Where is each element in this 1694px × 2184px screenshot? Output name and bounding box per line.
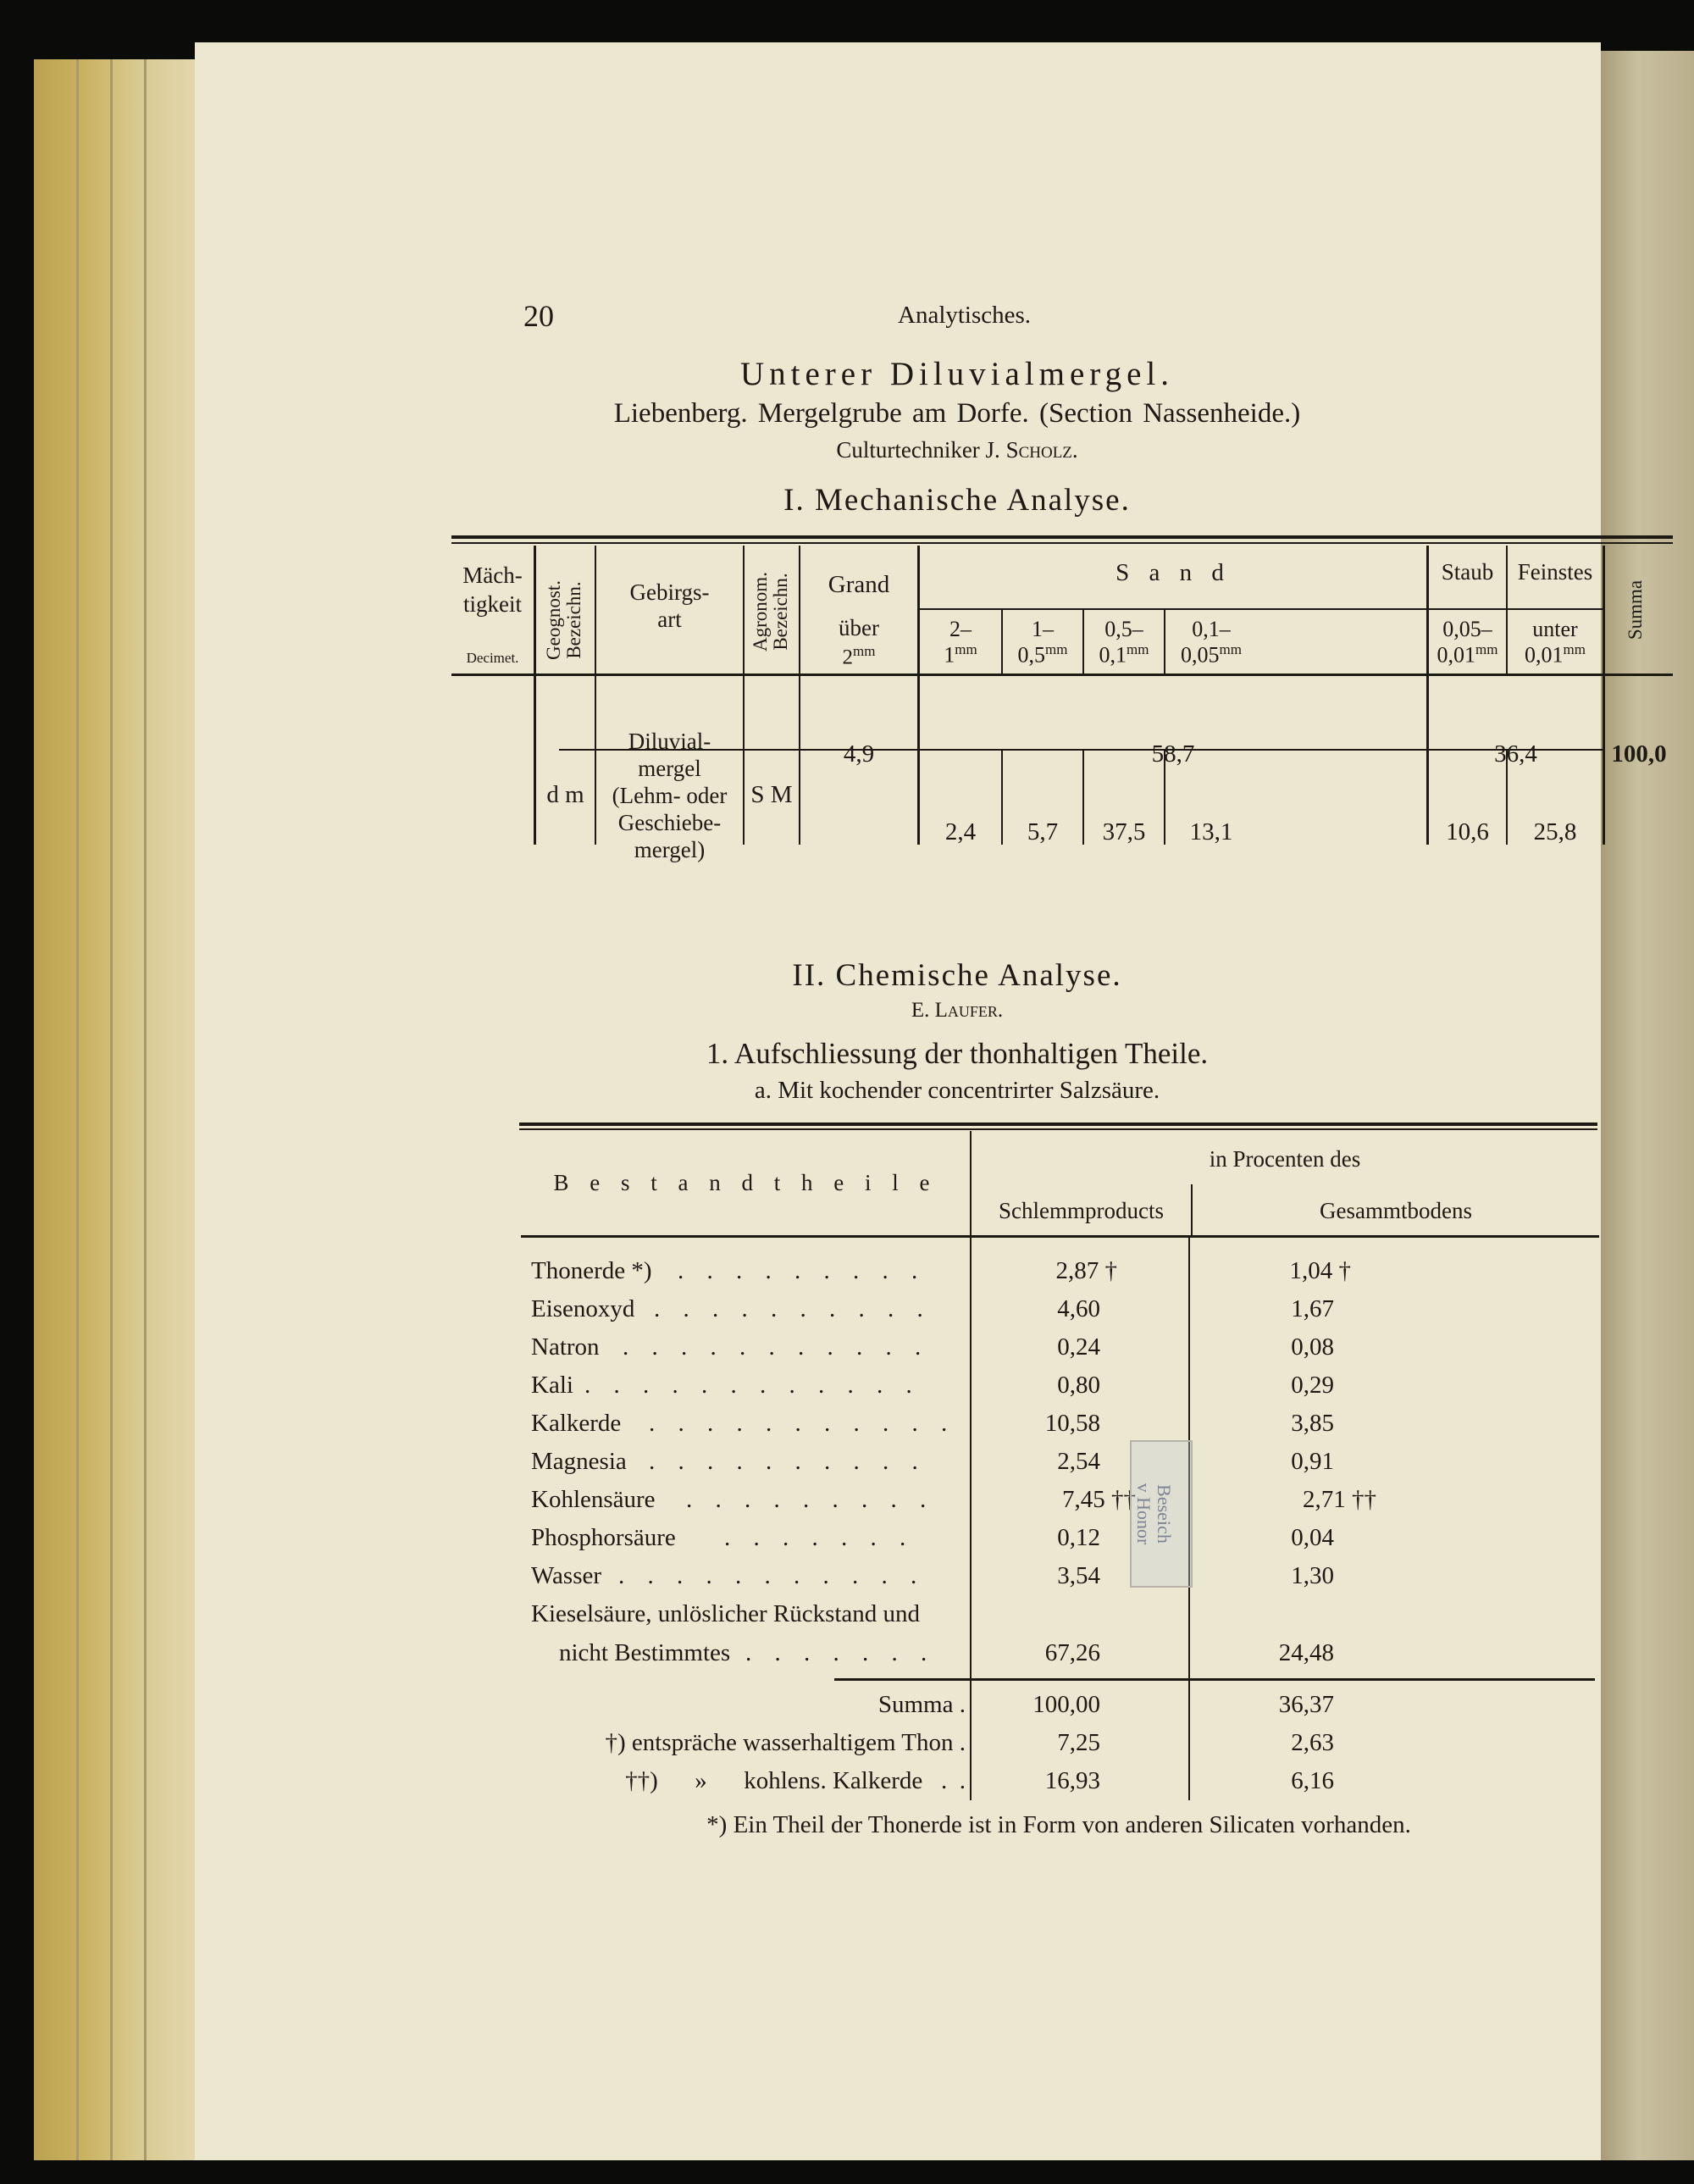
sand-col-bottom bbox=[1003, 642, 1082, 667]
sand-col-top: 0,5– bbox=[1104, 617, 1143, 641]
sand-col-top: 0,1– bbox=[1192, 617, 1231, 641]
header-agronom-line: Agronom. bbox=[750, 572, 771, 651]
stamp-line: v Honor bbox=[1133, 1483, 1154, 1545]
header-gesammtbodens: Gesammtbodens bbox=[1320, 1198, 1472, 1223]
page-number: 20 bbox=[523, 299, 554, 333]
table-rule bbox=[519, 1122, 1597, 1126]
row-label: Wasser bbox=[531, 1562, 602, 1589]
value-schlemm: 16,93 bbox=[1044, 1767, 1100, 1794]
header-gebirgsart: Gebirgs- bbox=[629, 579, 710, 605]
value-gesammt: 0,04 bbox=[1291, 1524, 1334, 1551]
header-staub: Staub bbox=[1441, 559, 1494, 585]
header-summa: Summa bbox=[1625, 579, 1646, 640]
row-label: Kalkerde bbox=[531, 1410, 622, 1437]
header-geognost bbox=[544, 558, 584, 682]
feinstes-sub-bottom bbox=[1508, 642, 1603, 667]
value-gesammt: 36,37 bbox=[1278, 1691, 1334, 1718]
leader-dots: . . . . . . . . . . . bbox=[623, 1333, 930, 1361]
leader-dots: . . . . . . . . . . . bbox=[649, 1410, 956, 1437]
header-sand: S a n d bbox=[1115, 559, 1231, 586]
table-rule bbox=[451, 535, 1673, 539]
cell-sand-value: 37,5 bbox=[1102, 818, 1146, 845]
value-schlemm: 0,12 bbox=[1057, 1524, 1100, 1551]
chemical-method: a. Mit kochender concentrirter Salzsäure. bbox=[754, 1077, 1160, 1104]
sand-col-bottom bbox=[1084, 642, 1164, 667]
cell-geognost: d m bbox=[546, 781, 584, 808]
table-rule bbox=[451, 542, 1673, 544]
stamp-text bbox=[1133, 1442, 1175, 1586]
section-title: Unterer Diluvialmergel. bbox=[740, 356, 1174, 392]
cell-gebirgsart: mergel bbox=[638, 756, 701, 781]
value-schlemm: 7,25 bbox=[1057, 1729, 1100, 1756]
leader-dots: . . . . . . . bbox=[724, 1524, 915, 1551]
value-schlemm: 67,26 bbox=[1044, 1639, 1100, 1666]
unit-mm: mm bbox=[955, 641, 977, 657]
table-rule bbox=[917, 608, 1426, 610]
header-geognost-line: Geognost. bbox=[543, 580, 564, 660]
stamp-line: Beseich bbox=[1154, 1484, 1175, 1544]
value-schlemm: 0,24 bbox=[1057, 1333, 1100, 1361]
header-agronom-line: Bezeichn. bbox=[770, 573, 791, 651]
cell-grand: 4,9 bbox=[843, 740, 875, 768]
value-schlemm: 4,60 bbox=[1057, 1295, 1100, 1322]
header-in-procenten: in Procenten des bbox=[1209, 1146, 1361, 1172]
value-gesammt: 2,71 †† bbox=[1303, 1486, 1376, 1513]
row-label: Kali bbox=[531, 1372, 573, 1399]
page-edge-line bbox=[76, 59, 79, 2160]
unit-mm: mm bbox=[1219, 641, 1242, 657]
staub-sub-top: 0,05– bbox=[1442, 617, 1492, 641]
leader-dots: . . . . . . . . . bbox=[686, 1486, 935, 1513]
book-page-edges bbox=[34, 59, 203, 2160]
facing-page-edge bbox=[1601, 51, 1694, 2160]
table-rule bbox=[1426, 608, 1603, 610]
header-schlemmproducts: Schlemmproducts bbox=[999, 1198, 1164, 1223]
table-rule bbox=[834, 1678, 1595, 1681]
collector-line bbox=[534, 439, 1381, 462]
value-gesammt: 1,30 bbox=[1291, 1562, 1334, 1589]
value-schlemm: 100,00 bbox=[1032, 1691, 1100, 1718]
value-schlemm: 2,87 † bbox=[1055, 1257, 1117, 1284]
cell-gebirgsart: mergel) bbox=[634, 837, 706, 862]
value-schlemm: 2,54 bbox=[1057, 1448, 1100, 1475]
cell-agronom: S M bbox=[750, 781, 793, 808]
value-schlemm: 0,80 bbox=[1057, 1372, 1100, 1399]
row-label: Thonerde *) bbox=[531, 1257, 652, 1284]
header-agronom bbox=[750, 550, 791, 673]
header-maechtigkeit: tigkeit bbox=[463, 591, 522, 617]
header-decimet: Decimet. bbox=[466, 650, 519, 666]
cell-gebirgsart: Geschiebe- bbox=[617, 810, 722, 835]
table-rule bbox=[1603, 546, 1605, 845]
staub-sub-bottom bbox=[1429, 642, 1506, 667]
collector-name: Scholz. bbox=[1005, 437, 1078, 463]
row-label: Natron bbox=[531, 1333, 600, 1361]
cell-sand-value: 2,4 bbox=[944, 818, 977, 845]
library-stamp bbox=[1130, 1440, 1193, 1588]
unit-mm: mm bbox=[853, 643, 876, 659]
page-edge-line bbox=[110, 59, 113, 2160]
value-schlemm: 10,58 bbox=[1044, 1410, 1100, 1437]
row-label: Eisenoxyd bbox=[531, 1295, 635, 1322]
book-page bbox=[195, 42, 1667, 2160]
value-gesammt: 0,29 bbox=[1291, 1372, 1334, 1399]
mechanical-heading: I. Mechanische Analyse. bbox=[783, 483, 1131, 518]
row-label: Magnesia bbox=[531, 1448, 627, 1475]
unit-mm: mm bbox=[1127, 641, 1149, 657]
cell-sand-total: 58,7 bbox=[1151, 740, 1195, 768]
leader-dots: . . . . . . . . . . . bbox=[618, 1562, 926, 1589]
location-line: Liebenberg. Mergelgrube am Dorfe. (Section Nassenheide.) bbox=[613, 398, 1301, 429]
unit-mm: mm bbox=[1045, 641, 1068, 657]
header-maechtigkeit: Mäch- bbox=[462, 563, 523, 588]
cell-staub-feinstes-total: 36,4 bbox=[1494, 740, 1537, 768]
footer-label: ††) » kohlens. Kalkerde . . bbox=[625, 1767, 966, 1794]
value-gesammt: 0,91 bbox=[1291, 1448, 1334, 1475]
cell-sand-value: 13,1 bbox=[1189, 818, 1233, 845]
value-schlemm: 3,54 bbox=[1057, 1562, 1100, 1589]
value-gesammt: 24,48 bbox=[1278, 1639, 1334, 1666]
leader-dots: . . . . . . . bbox=[745, 1639, 936, 1666]
row-label: nicht Bestimmtes bbox=[559, 1639, 731, 1666]
header-gebirgsart: art bbox=[657, 607, 682, 632]
feinstes-sub-top: unter bbox=[1532, 617, 1578, 641]
table-rule bbox=[917, 546, 920, 845]
header-geognost-line: Bezeichn. bbox=[563, 581, 584, 659]
chemical-subheading: 1. Aufschliessung der thonhaltigen Theile. bbox=[706, 1037, 1209, 1070]
summa-label: Summa . bbox=[877, 1691, 966, 1718]
table-rule bbox=[1426, 546, 1429, 845]
cell-gebirgsart: (Lehm- oder bbox=[612, 783, 728, 808]
footnote: *) Ein Theil der Thonerde ist in Form von anderen Silicaten vorhanden. bbox=[706, 1811, 1411, 1838]
leader-dots: . . . . . . . . . . bbox=[649, 1448, 927, 1475]
leader-dots: . . . . . . . . . . bbox=[654, 1295, 932, 1322]
header-feinstes: Feinstes bbox=[1517, 559, 1593, 585]
sand-col-bottom bbox=[1165, 642, 1257, 667]
sand-col-top: 1– bbox=[1032, 617, 1054, 641]
running-head: Analytisches. bbox=[898, 302, 1032, 329]
header-bestandtheile: B e s t a n d t h e i l e bbox=[553, 1170, 938, 1195]
cell-summa: 100,0 bbox=[1611, 740, 1667, 768]
size-value: 0,01 bbox=[1525, 642, 1564, 668]
value-gesammt: 6,16 bbox=[1291, 1767, 1334, 1794]
value-gesammt: 0,08 bbox=[1291, 1333, 1334, 1361]
cell-gebirgsart: Diluvial- bbox=[628, 729, 711, 754]
value-gesammt: 1,04 † bbox=[1289, 1257, 1351, 1284]
value-gesammt: 3,85 bbox=[1291, 1410, 1334, 1437]
unit-mm: mm bbox=[1475, 641, 1498, 657]
chemical-analyst: E. Laufer. bbox=[911, 999, 1004, 1022]
collector-role: Culturtechniker J. bbox=[836, 437, 1006, 463]
size-value: 1 bbox=[944, 642, 955, 668]
page-edge-line bbox=[144, 59, 147, 2160]
size-value: 0,05 bbox=[1181, 642, 1220, 668]
table-rule bbox=[519, 1128, 1597, 1130]
row-label: Phosphorsäure bbox=[531, 1524, 676, 1551]
row-label: Kohlensäure bbox=[531, 1486, 656, 1513]
size-value: 2 bbox=[842, 646, 854, 669]
cell-sand-value: 5,7 bbox=[1027, 818, 1059, 845]
leader-dots: . . . . . . . . . . . . bbox=[584, 1372, 921, 1399]
cell-feinstes: 25,8 bbox=[1533, 818, 1577, 845]
chemical-heading: II. Chemische Analyse. bbox=[792, 958, 1122, 993]
header-grand: Grand bbox=[828, 571, 890, 598]
table-rule bbox=[451, 673, 1673, 676]
size-value: 0,01 bbox=[1437, 642, 1476, 668]
size-value: 0,5 bbox=[1017, 642, 1046, 668]
leader-dots: . . . . . . . . . bbox=[678, 1257, 927, 1284]
sand-col-bottom bbox=[920, 642, 1001, 667]
row-label: Kieselsäure, unlöslicher Rückstand und bbox=[531, 1600, 921, 1627]
cell-staub: 10,6 bbox=[1446, 818, 1489, 845]
table-rule bbox=[521, 1235, 1599, 1238]
value-gesammt: 1,67 bbox=[1291, 1295, 1334, 1322]
unit-mm: mm bbox=[1563, 641, 1586, 657]
sand-col-top: 2– bbox=[949, 617, 972, 641]
value-schlemm: 7,45 †† bbox=[1062, 1486, 1136, 1513]
value-gesammt: 2,63 bbox=[1291, 1729, 1334, 1756]
size-value: 0,1 bbox=[1099, 642, 1127, 668]
header-grand-ueber: über bbox=[839, 615, 879, 640]
footer-label: †) entspräche wasserhaltigem Thon . bbox=[605, 1729, 966, 1756]
header-grand-size bbox=[800, 644, 917, 668]
